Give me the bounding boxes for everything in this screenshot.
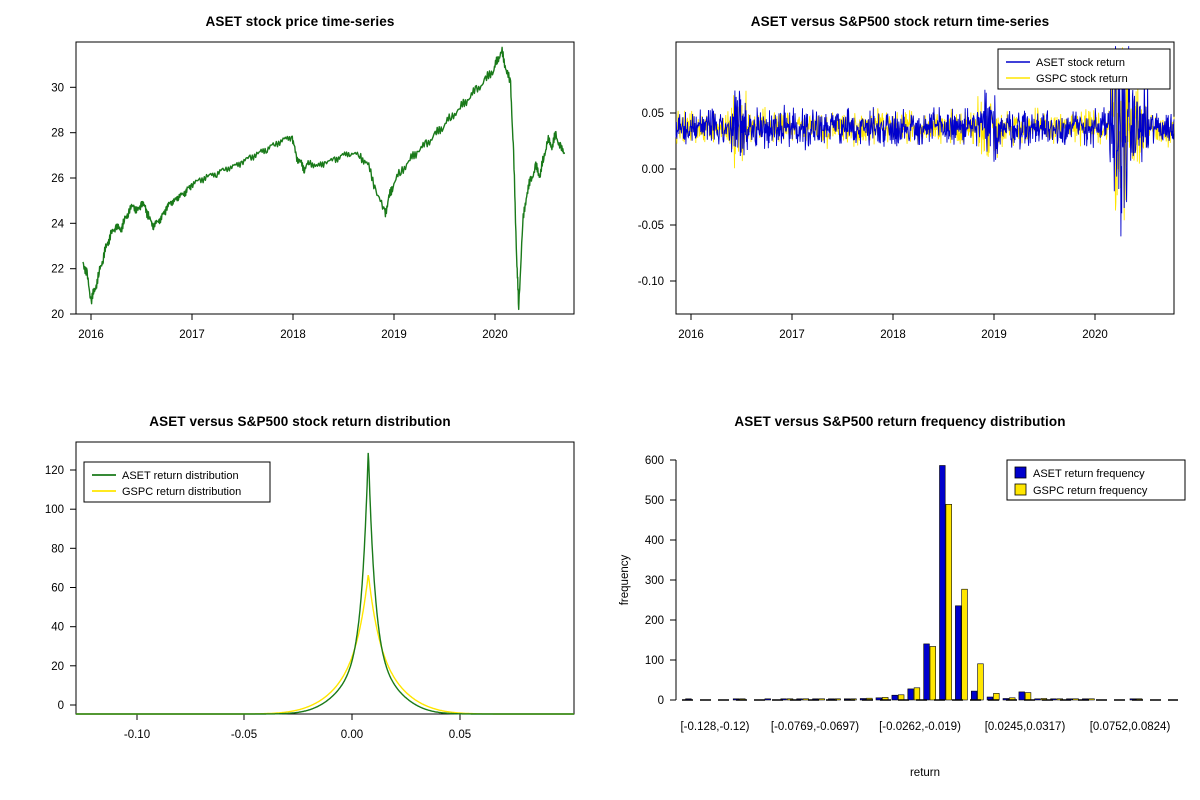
y-axis-density [45,465,76,712]
x-tick-label: 2016 [678,329,704,341]
y-axis-price [51,82,76,321]
y-tick-label: 400 [644,535,664,547]
x-tick-label: 2019 [981,329,1007,341]
y-axis-title: frequency [619,554,631,606]
legend-label-aset: ASET stock return [1036,57,1126,69]
y-tick-label: 100 [644,655,664,667]
panel-title-price-timeseries: ASET stock price time-series [205,14,395,29]
x-tick-label: 0.05 [448,729,472,741]
frequency-bar [1019,692,1025,700]
frequency-bar [892,695,898,700]
x-tick-label: [-0.128,-0.12) [680,721,750,733]
y-tick-label: 0.05 [641,108,664,120]
frequency-bar [908,689,914,700]
x-axis-density [124,714,471,741]
panel-return-distribution [0,400,600,800]
y-tick-label: 28 [51,127,64,140]
frequency-bar [1089,699,1095,700]
x-tick-label: [0.0752,0.0824) [1089,721,1171,733]
frequency-bar [978,664,984,700]
legend-label-aset: ASET return distribution [122,470,239,482]
x-tick-label: 2020 [1082,329,1108,341]
y-axis-return-ts [638,108,676,288]
legend-label-aset: ASET return frequency [1033,468,1145,480]
y-axis-frequency [645,455,676,707]
x-tick-label: 2019 [381,329,407,341]
legend-label-gspc: GSPC return frequency [1033,485,1148,497]
frequency-bar [955,606,961,700]
return-timeseries-chart [600,0,1200,400]
y-tick-label: 200 [644,615,664,627]
y-tick-label: 0 [57,700,64,712]
x-tick-labels-frequency [680,721,1170,733]
panel-title-return-frequency: ASET versus S&P500 return frequency distribution [734,414,1066,429]
return-distribution-chart [0,400,600,800]
legend-label-gspc: GSPC stock return [1036,73,1128,85]
y-tick-label: 22 [51,263,64,276]
panel-title-return-timeseries: ASET versus S&P500 stock return time-series [750,14,1050,29]
legend-return-timeseries [998,49,1170,89]
y-tick-label: 20 [51,309,64,321]
x-tick-label: -0.05 [230,729,258,741]
frequency-bar [1073,699,1079,700]
x-axis-price [78,314,508,341]
y-tick-label: 100 [44,504,64,517]
x-tick-label: 2017 [779,329,805,341]
x-tick-label: 2020 [482,329,508,341]
legend-return-frequency [1007,460,1185,500]
y-tick-label: 500 [644,495,664,507]
y-tick-label: 0 [657,695,664,707]
x-tick-label: -0.10 [123,729,151,741]
frequency-bar [946,504,952,700]
panel-return-frequency [600,400,1200,800]
frequency-bars [686,466,1142,701]
x-axis-title: return [909,767,941,779]
x-tick-label: 2018 [880,329,906,341]
y-tick-label: 30 [51,82,64,95]
price-series-line [83,47,564,309]
frequency-bar [971,691,977,700]
panel-return-timeseries [600,0,1200,400]
legend-return-distribution [84,462,270,502]
frequency-bar [994,693,1000,700]
frequency-bar [914,688,920,700]
y-tick-label: 120 [44,465,64,477]
frequency-bar [819,699,825,700]
frequency-bar [924,644,930,700]
y-tick-label: 600 [644,455,664,467]
return-frequency-chart [600,400,1200,800]
panel-title-return-distribution: ASET versus S&P500 stock return distribution [149,414,451,429]
y-tick-label: 24 [51,218,64,231]
frequency-bar [962,589,968,700]
legend-label-gspc: GSPC return distribution [122,486,242,498]
x-tick-label: [-0.0769,-0.0697) [770,721,860,733]
frequency-bar [1035,699,1041,700]
y-tick-label: 0.00 [641,164,664,176]
legend-swatch-gspc [1015,484,1026,495]
y-tick-label: 300 [644,575,664,587]
y-tick-label: 60 [51,582,64,595]
y-tick-label: 20 [51,660,64,673]
frequency-bar [1025,693,1031,700]
x-tick-label: [-0.0262,-0.019) [879,721,961,733]
x-tick-label: 2016 [78,329,104,341]
x-tick-label: 0.00 [340,729,364,741]
frequency-bar [930,647,936,701]
x-tick-label: [0.0245,0.0317) [984,721,1066,733]
frequency-bar [803,699,809,700]
plot-box [76,42,574,314]
legend-swatch-aset [1015,467,1026,478]
y-tick-label: -0.10 [637,276,664,288]
y-tick-label: 40 [51,621,64,634]
y-tick-label: 26 [51,173,64,185]
x-tick-label: 2018 [280,329,306,341]
x-axis-return-ts [678,314,1108,341]
frequency-bar [940,466,946,701]
price-timeseries-chart [0,0,600,400]
x-tick-label: 2017 [179,329,205,341]
panel-price-timeseries [0,0,600,400]
y-tick-label: 80 [51,543,64,556]
density-series-gspc [76,575,574,714]
y-tick-label: -0.05 [637,220,664,232]
frequency-bar [765,699,771,700]
